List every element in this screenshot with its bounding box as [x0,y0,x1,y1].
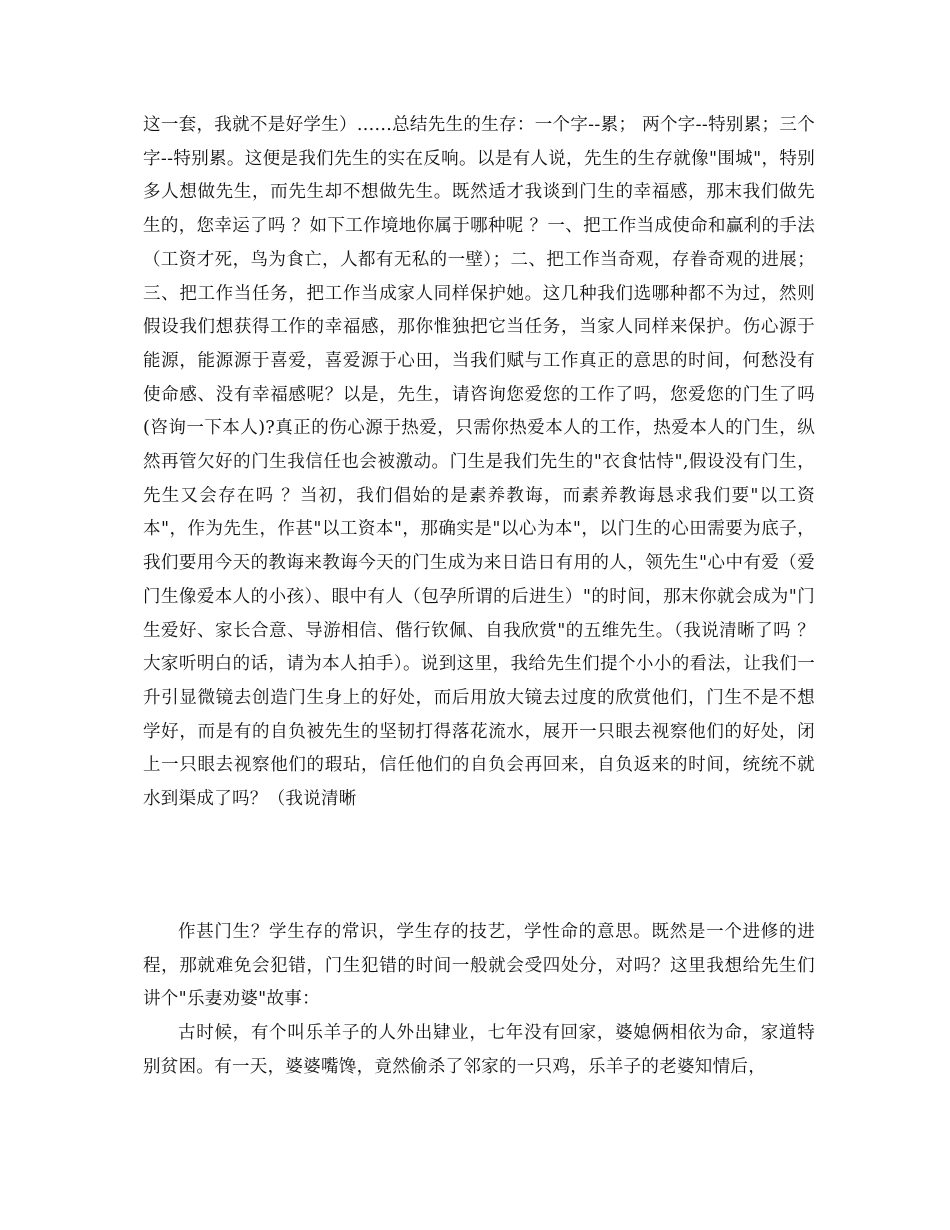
body-paragraph-2: 作甚门生？学生存的常识，学生存的技艺，学性命的意思。既然是一个进修的进程，那就难免会犯错，门生犯错的时间一般就会受四处分，对吗？这里我想给先生们讲个"乐妻劝婆"故事： [143,922,815,1010]
body-paragraph-3: 古时候，有个叫乐羊子的人外出肄业，七年没有回家，婆媳俩相依为命，家道特别贫困。有一天，婆婆嘴馋，竟然偷杀了邻家的一只鸡，乐羊子的老婆知情后， [143,1023,815,1077]
body-paragraph-1: 这一套，我就不是好学生）......总结先生的生存：一个字--累； 两个字--特别累；三个字--特别累。这便是我们先生的实在反响。以是有人说，先生的生存就像"围城"，特别多人想做先生，而先生却不想做先生。既然适才我谈到门生的幸福感，那末我们做先生的，您幸运了吗 ？如下工作境地你属于哪种呢 ？一、把工作当成使命和赢利的手法（工资才死，鸟为食亡，人都有无私的一壁）；二、把工作当奇观，存眷奇观的进展；三、把工作当任务，把工作当成家人同样保护她。这几种我们选哪种都不为过，然则假设我们想获得工作的幸福感，那你惟独把它当任务，当家人同样来保护。伤心源于能源，能源源于喜爱，喜爱源于心田，当我们赋与工作真正的意思的时间，何愁没有使命感、没有幸福感呢？以是，先生，请咨询您爱您的工作了吗，您爱您的门生了吗 (咨询一下本人)?真正的伤心源于热爱，只需你热爱本人的工作，热爱本人的门生，纵然再管欠好的门生我信任也会被激动。门生是我们先生的"衣食怙恃",假设没有门生，先生又会存在吗 ？当初，我们倡始的是素养教诲，而素养教诲恳求我们要"以工资本"，作为先生，作甚"以工资本"，那确实是"以心为本"，以门生的心田需要为底子，我们要用今天的教诲来教诲今天的门生成为来日诰日有用的人，领先生"心中有爱（爱门生像爱本人的小孩）、眼中有人（包孕所谓的后进生）"的时间，那末你就会成为"门生爱好、家长合意、导游相信、偕行钦佩、自我欣赏"的五维先生。（我说清晰了吗 ？大家听明白的话，请为本人拍手）。说到这里，我给先生们提个小小的看法，让我们一升引显微镜去创造门生身上的好处，而后用放大镜去过度的欣赏他们，门生不是不想学好，而是有的自负被先生的坚韧打得落花流水，展开一只眼去视察他们的好处，闭上一只眼去视察他们的瑕玷，信任他们的自负会再回来，自负返来的时间，统统不就水到渠成了吗？（我说清晰 [143,115,815,810]
